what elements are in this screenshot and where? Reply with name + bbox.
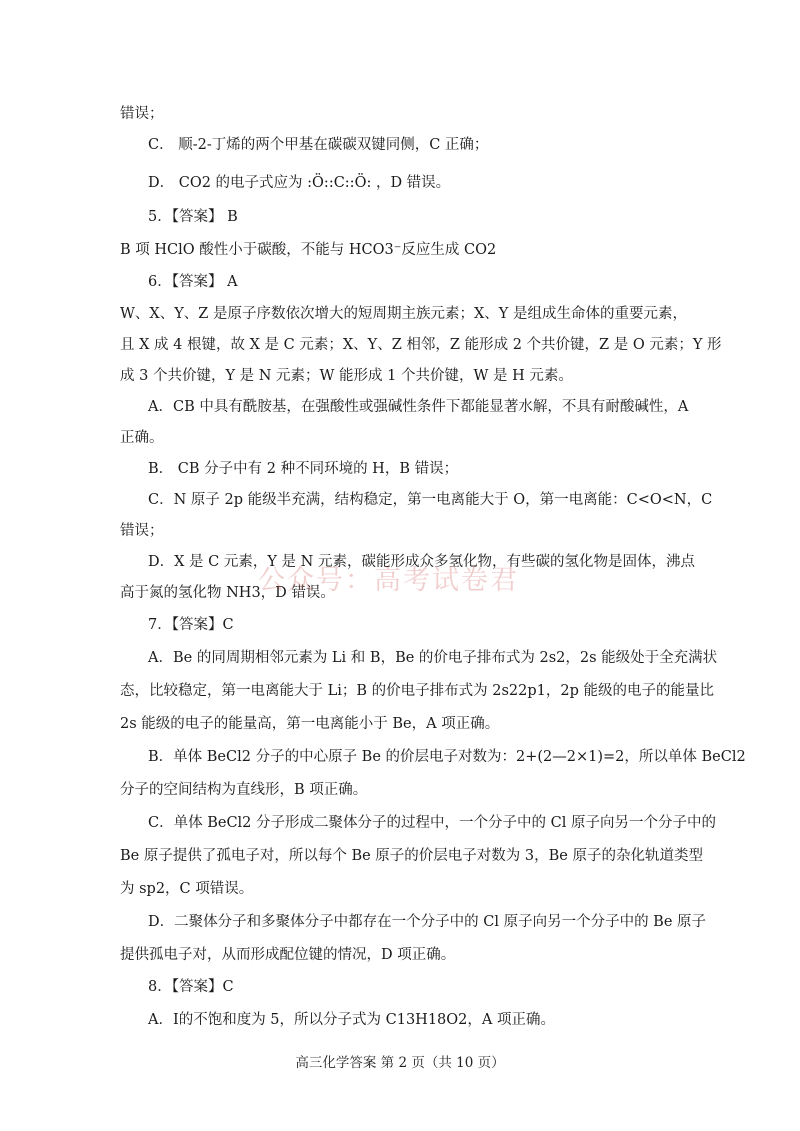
text-line: A．Be 的同周期相邻元素为 Li 和 B，Be 的价电子排布式为 2s2，2s 能级处于全充满状 (148, 650, 718, 666)
text-line: W、X、Y、Z 是原子序数依次增大的短周期主族元素；X、Y 是组成生命体的重要元素， (120, 306, 687, 322)
text-line: 8．【答案】C (148, 979, 234, 995)
text-line: 提供孤电子对，从而形成配位键的情况，D 项正确。 (120, 947, 456, 963)
text-line: A．CB 中具有酰胺基，在强酸性或强碱性条件下都能显著水解，不具有耐酸碱性，A (148, 399, 689, 415)
page-footer: 高三化学答案 第 2 页（共 10 页） (295, 1055, 505, 1071)
text-line: D．X 是 C 元素，Y 是 N 元素，碳能形成众多氢化物，有些碳的氢化物是固体，沸点 (148, 554, 695, 570)
text-line: 2s 能级的电子的能量高，第一电离能小于 Be，A 项正确。 (120, 716, 500, 732)
text-line: B．单体 BeCl2 分子的中心原子 Be 的价层电子对数为：2+(2—2×1)=2，所以单体 BeCl2 (148, 749, 746, 765)
text-line: 7．【答案】C (148, 617, 234, 633)
text-line: 为 sp2，C 项错误。 (120, 881, 254, 897)
text-line: 正确。 (120, 430, 164, 446)
text-line: B 项 HClO 酸性小于碳酸，不能与 HCO3⁻反应生成 CO2 (120, 242, 497, 258)
text-line: 成 3 个共价键，Y 是 N 元素；W 能形成 1 个共价键，W 是 H 元素。 (120, 368, 573, 384)
text-line: 高于氮的氢化物 NH3，D 错误。 (120, 585, 335, 601)
text-line: 5．【答案】 B (148, 209, 238, 225)
text-line: C．单体 BeCl2 分子形成二聚体分子的过程中，一个分子中的 Cl 原子向另一个分子中的 (148, 815, 716, 831)
text-line: C．N 原子 2p 能级半充满，结构稳定，第一电离能大于 O，第一电离能：C<O<N，C (148, 492, 713, 508)
text-line: 态，比较稳定，第一电离能大于 Li；B 的价电子排布式为 2s22p1，2p 能级的电子的能量比 (120, 683, 714, 699)
text-line: B． CB 分子中有 2 种不同环境的 H，B 错误； (148, 461, 459, 477)
text-line: A．Ⅰ的不饱和度为 5，所以分子式为 C13H18O2，A 项正确。 (148, 1012, 555, 1028)
text-line: 且 X 成 4 根键，故 X 是 C 元素；X、Y、Z 相邻，Z 能形成 2 个共价键，Z 是 O 元素；Y 形 (120, 337, 722, 353)
text-line: 错误； (120, 523, 164, 539)
text-line: 6．【答案】 A (148, 274, 238, 290)
watermark-text: 公众号：高考试卷君 (258, 565, 519, 596)
text-line: D．二聚体分子和多聚体分子中都存在一个分子中的 Cl 原子向另一个分子中的 Be 原子 (148, 914, 707, 930)
text-line: C． 顺-2-丁烯的两个甲基在碳碳双键同侧，C 正确； (148, 137, 489, 153)
text-line: D． CO2 的电子式应为 :Ö::C::Ö: ，D 错误。 (148, 175, 451, 191)
text-line: 错误； (120, 106, 164, 122)
text-line: Be 原子提供了孤电子对，所以每个 Be 原子的价层电子对数为 3，Be 原子的杂化轨道类型 (120, 848, 703, 864)
text-line: 分子的空间结构为直线形，B 项正确。 (120, 782, 368, 798)
